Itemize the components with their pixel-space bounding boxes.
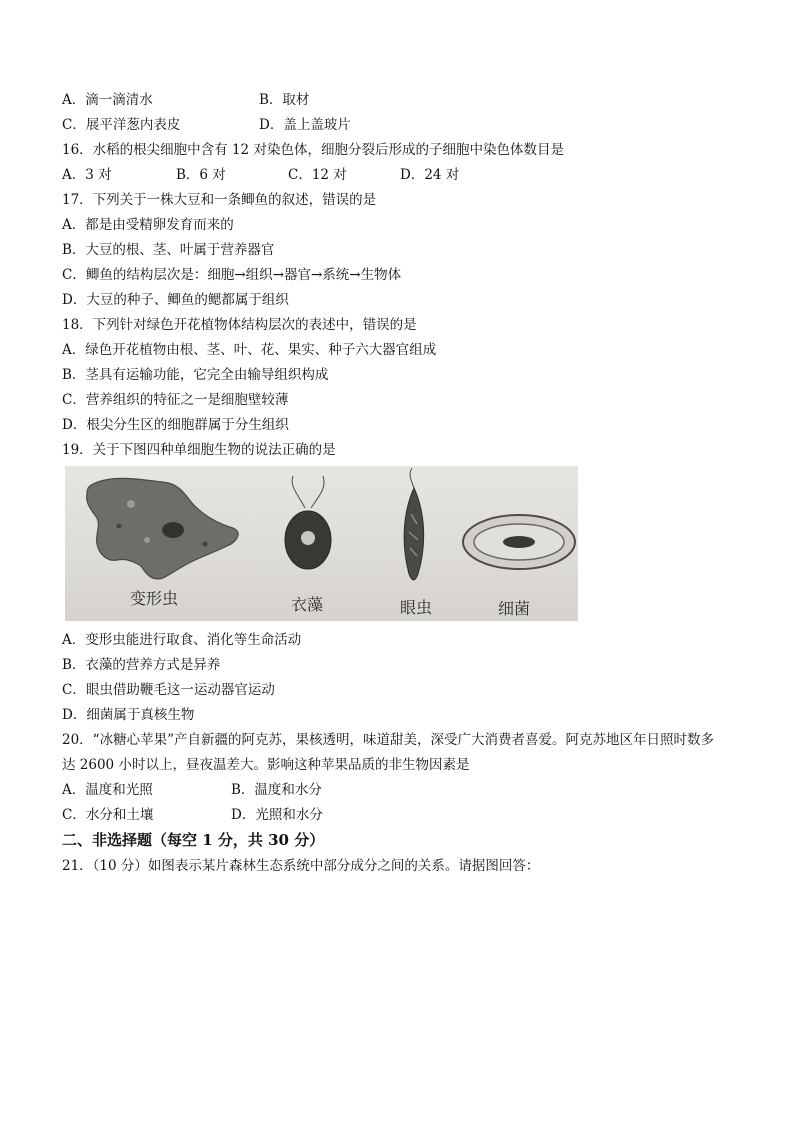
- section-heading-non-choice: 二、非选择题（每空 1 分，共 30 分）: [62, 831, 325, 849]
- q20-option-d: D．光照和水分: [231, 807, 323, 823]
- q17-stem: 17．下列关于一株大豆和一条鲫鱼的叙述，错误的是: [62, 192, 377, 208]
- q16-option-c: C．12 对: [288, 167, 347, 183]
- chlamydomonas-label: 衣藻: [291, 595, 324, 614]
- q17-option-a: A．都是由受精卵发育而来的: [62, 217, 234, 233]
- chlamydomonas-flagella: [292, 476, 324, 508]
- q17-option-c: C．鲫鱼的结构层次是：细胞→组织→器官→系统→生物体: [62, 267, 402, 283]
- q20-option-a: A．温度和光照: [62, 782, 153, 798]
- amoeba-label: 变形虫: [130, 589, 179, 608]
- q19-stem: 19．关于下图四种单细胞生物的说法正确的是: [62, 442, 336, 458]
- q17-option-b: B．大豆的根、茎、叶属于营养器官: [62, 242, 275, 258]
- euglena-label: 眼虫: [400, 598, 433, 617]
- q19-option-c: C．眼虫借助鞭毛这一运动器官运动: [62, 682, 275, 698]
- amoeba-nucleus: [162, 522, 184, 538]
- q16-stem: 16．水稻的根尖细胞中含有 12 对染色体，细胞分裂后形成的子细胞中染色体数目是: [62, 142, 564, 158]
- q19-option-b: B．衣藻的营养方式是异养: [62, 657, 221, 673]
- q16-option-d: D．24 对: [400, 167, 460, 183]
- q15-option-a: A．滴一滴清水: [62, 92, 153, 108]
- q19-option-d: D．细菌属于真核生物: [62, 707, 195, 723]
- q15-option-c: C．展平洋葱内表皮: [62, 117, 181, 133]
- q20-option-b: B．温度和水分: [231, 782, 322, 798]
- q16-option-a: A．3 对: [62, 167, 112, 183]
- q20-option-c: C．水分和土壤: [62, 807, 154, 823]
- q20-stem-line2: 达 2600 小时以上，昼夜温差大。影响这种苹果品质的非生物因素是: [62, 757, 470, 773]
- q19-option-a: A．变形虫能进行取食、消化等生命活动: [62, 632, 302, 648]
- q15-option-b: B．取材: [259, 92, 310, 108]
- q16-option-b: B．6 对: [176, 167, 226, 183]
- bacterium-label: 细菌: [498, 599, 531, 618]
- bacterium-dna: [503, 536, 535, 548]
- q18-stem: 18．下列针对绿色开花植物体结构层次的表述中，错误的是: [62, 317, 417, 333]
- q18-option-b: B．茎具有运输功能，它完全由输导组织构成: [62, 367, 329, 383]
- q18-option-d: D．根尖分生区的细胞群属于分生组织: [62, 417, 289, 433]
- q18-option-a: A．绿色开花植物由根、茎、叶、花、果实、种子六大器官组成: [62, 342, 437, 358]
- q21-stem: 21．（10 分）如图表示某片森林生态系统中部分成分之间的关系。请据图回答：: [62, 858, 540, 874]
- euglena-flagellum: [410, 468, 414, 488]
- q17-option-d: D．大豆的种子、鲫鱼的鳃都属于组织: [62, 292, 289, 308]
- euglena-drawing: [404, 488, 424, 580]
- q15-option-d: D．盖上盖玻片: [259, 117, 351, 133]
- q20-stem-line1: 20．“冰糖心苹果”产自新疆的阿克苏，果核透明，味道甜美，深受广大消费者喜爱。阿克苏地区年日照时数多: [62, 732, 714, 748]
- organisms-figure: [65, 466, 578, 621]
- q18-option-c: C．营养组织的特征之一是细胞壁较薄: [62, 392, 289, 408]
